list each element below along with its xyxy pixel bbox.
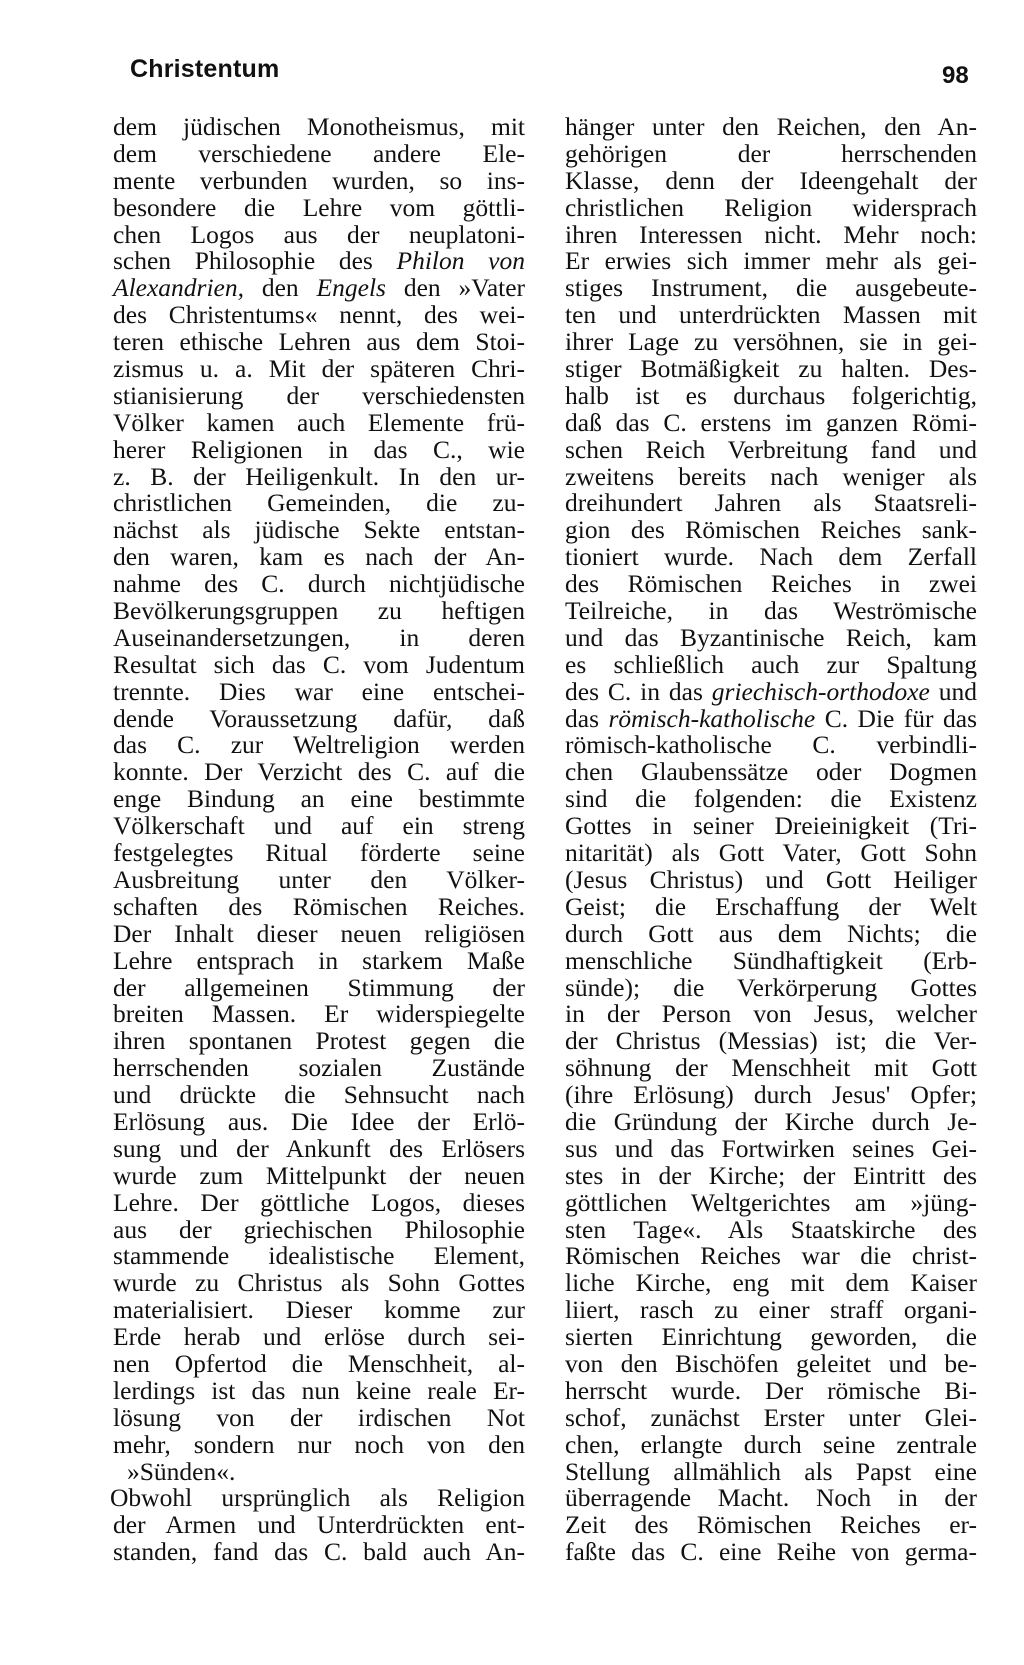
text-segment: den [261, 273, 299, 303]
text-line: Resultat sich das C. vom Judentum [113, 649, 525, 679]
text-line: und das Byzantinische Reich, kam [565, 622, 977, 652]
text-segment: C. Die für das [824, 703, 977, 733]
text-line: chen Glaubenssätze oder Dogmen [565, 757, 977, 787]
text-line: sind die folgenden: die Existenz [565, 784, 977, 814]
italic-term: griechisch-orthodoxe [711, 676, 930, 706]
text-line: z. B. der Heiligenkult. In den ur- [113, 461, 525, 491]
text-line: Teilreiche, in das Weströmische [565, 596, 977, 626]
text-line: Stellung allmählich als Papst eine [565, 1456, 977, 1486]
text-line: mehr, sondern nur noch von den [113, 1429, 525, 1459]
text-line: sus und das Fortwirken seines Gei- [565, 1133, 977, 1163]
text-line: des Römischen Reiches in zwei [565, 569, 977, 599]
text-line: der Christus (Messias) ist; die Ver- [565, 1026, 977, 1056]
text-line: das C. zur Weltreligion werden [113, 730, 525, 760]
text-line: den waren, kam es nach der An- [113, 542, 525, 572]
text-line: herer Religionen in das C., wie [113, 434, 525, 464]
text-line: Gottes in seiner Dreieinigkeit (Tri- [565, 811, 977, 841]
text-line: der Armen und Unterdrückten ent- [113, 1510, 525, 1540]
text-line: schen Reich Verbreitung fand und [565, 434, 977, 464]
text-line: festgelegtes Ritual förderte seine [113, 838, 525, 868]
text-line: überragende Macht. Noch in der [565, 1483, 977, 1513]
text-line: Erde herab und erlöse durch sei- [113, 1322, 525, 1352]
text-line: mente verbunden wurden, so ins- [113, 165, 525, 195]
text-segment: schen Philosophie des [113, 246, 373, 276]
text-segment: des C. in das [565, 676, 703, 706]
text-line: breiten Massen. Er widerspiegelte [113, 999, 525, 1029]
text-line: (Jesus Christus) und Gott Heiliger [565, 864, 977, 894]
text-line: nahme des C. durch nichtjüdische [113, 569, 525, 599]
text-line: ihrer Lage zu versöhnen, sie in gei- [565, 327, 977, 357]
text-line: sung und der Ankunft des Erlösers [113, 1133, 525, 1163]
text-line: Völker kamen auch Elemente frü- [113, 407, 525, 437]
text-line: konnte. Der Verzicht des C. auf die [113, 757, 525, 787]
text-line: durch Gott aus dem Nichts; die [565, 918, 977, 948]
text-line: liiert, rasch zu einer straff organi- [565, 1295, 977, 1325]
text-line: liche Kirche, eng mit dem Kaiser [565, 1268, 977, 1298]
text-line: dem verschiedene andere Ele- [113, 138, 525, 168]
text-line: Obwohl ursprünglich als Religion [110, 1483, 525, 1513]
text-line: nen Opfertod die Menschheit, al- [113, 1348, 525, 1378]
text-line: stiges Instrument, die ausgebeute- [565, 273, 977, 303]
text-line: stiger Botmäßigkeit zu halten. Des- [565, 354, 977, 384]
text-line: gion des Römischen Reiches sank- [565, 515, 977, 545]
italic-reference: Alexandrien, [113, 273, 244, 303]
text-line: sten Tage«. Als Staatskirche des [565, 1214, 977, 1244]
text-line: herrschenden sozialen Zustände [113, 1053, 525, 1083]
text-line: von den Bischöfen geleitet und be- [565, 1348, 977, 1378]
text-line: trennte. Dies war eine entschei- [113, 676, 525, 706]
text-line: hänger unter den Reichen, den An- [565, 112, 977, 141]
text-line: dende Voraussetzung dafür, daß [113, 703, 525, 733]
text-line: christlichen Religion widersprach [565, 192, 977, 222]
text-line: nitarität) als Gott Vater, Gott Sohn [565, 838, 977, 868]
italic-reference: Engels [316, 273, 386, 303]
text-line: halb ist es durchaus folgerichtig, [565, 380, 977, 410]
text-line: Geist; die Erschaffung der Welt [565, 891, 977, 921]
text-line: wurde zum Mittelpunkt der neuen [113, 1160, 525, 1190]
page-number: 98 [942, 62, 969, 89]
text-line: teren ethische Lehren aus dem Stoi- [113, 327, 525, 357]
text-line: aus der griechischen Philosophie [113, 1214, 525, 1244]
text-line: sünde); die Verkörperung Gottes [565, 972, 977, 1002]
text-line: Lehre. Der göttliche Logos, dieses [113, 1187, 525, 1217]
text-line: besondere die Lehre vom göttli- [113, 192, 525, 222]
text-line: göttlichen Weltgerichtes am »jüng- [565, 1187, 977, 1217]
text-line: schaften des Römischen Reiches. [113, 891, 525, 921]
text-line: gehörigen der herrschenden [565, 138, 977, 168]
text-line: des Christentums« nennt, des wei- [113, 300, 525, 330]
text-line: lerdings ist das nun keine reale Er- [113, 1375, 525, 1405]
text-line: Der Inhalt dieser neuen religiösen [113, 918, 525, 948]
text-line: römisch-katholische C. verbindli- [565, 730, 977, 760]
text-line: zweitens bereits nach weniger als [565, 461, 977, 491]
text-line: in der Person von Jesus, welcher [565, 999, 977, 1029]
text-line: lösung von der irdischen Not [113, 1402, 525, 1432]
text-line: chen, erlangte durch seine zentrale [565, 1429, 977, 1459]
right-text-column [565, 114, 977, 1566]
text-line: nächst als jüdische Sekte entstan- [113, 515, 525, 545]
text-line: stammende idealistische Element, [113, 1241, 525, 1271]
text-line: stianisierung der verschiedensten [113, 380, 525, 410]
text-line: dem jüdischen Monotheismus, mit [113, 112, 525, 141]
text-line: Lehre entsprach in starkem Maße [113, 945, 525, 975]
text-segment: das [565, 703, 599, 733]
text-segment: und [938, 676, 978, 706]
text-line [113, 275, 525, 302]
text-line: zismus u. a. Mit der späteren Chri- [113, 354, 525, 384]
text-line: dreihundert Jahren als Staatsreli- [565, 488, 977, 518]
text-line: chen Logos aus der neuplatoni- [113, 219, 525, 249]
text-line [113, 248, 525, 275]
text-line: standen, fand das C. bald auch An- [113, 1537, 525, 1567]
text-line: söhnung der Menschheit mit Gott [565, 1053, 977, 1083]
text-line: faßte das C. eine Reihe von germa- [565, 1537, 977, 1567]
left-text-column [110, 112, 526, 1567]
text-line: Klasse, denn der Ideengehalt der [565, 165, 977, 195]
text-line: Ausbreitung unter den Völker- [113, 864, 525, 894]
text-line: Zeit des Römischen Reiches er- [565, 1510, 977, 1540]
text-line: ten und unterdrückten Massen mit [565, 300, 977, 330]
text-line: stes in der Kirche; der Eintritt des [565, 1160, 977, 1190]
text-line [565, 676, 978, 706]
text-line: die Gründung der Kirche durch Je- [565, 1106, 977, 1136]
text-line: christlichen Gemeinden, die zu- [113, 488, 525, 518]
text-line: (ihre Erlösung) durch Jesus' Opfer; [565, 1080, 977, 1110]
text-line: Auseinandersetzungen, in deren [113, 622, 525, 652]
italic-term: römisch-katholische [608, 703, 816, 733]
running-header-keyword: Christentum [130, 55, 280, 83]
text-line: enge Bindung an eine bestimmte [113, 784, 525, 814]
italic-reference: Philon von [396, 246, 525, 276]
text-line: schof, zunächst Erster unter Glei- [565, 1402, 977, 1432]
text-line: tioniert wurde. Nach dem Zerfall [565, 542, 977, 572]
text-line: herrscht wurde. Der römische Bi- [565, 1375, 977, 1405]
text-line: wurde zu Christus als Sohn Gottes [113, 1268, 525, 1298]
text-line: der allgemeinen Stimmung der [113, 972, 525, 1002]
text-line: sierten Einrichtung geworden, die [565, 1322, 977, 1352]
text-line: Erlösung aus. Die Idee der Erlö- [113, 1106, 525, 1136]
text-line [565, 703, 977, 733]
text-line: materialisiert. Dieser komme zur [113, 1295, 525, 1325]
text-line: und drückte die Sehnsucht nach [113, 1080, 525, 1110]
text-line: ihren Interessen nicht. Mehr noch: [565, 219, 977, 249]
text-line: »Sünden«. [127, 1456, 236, 1486]
text-line: Er erwies sich immer mehr als gei- [565, 246, 977, 276]
text-line: Bevölkerungsgruppen zu heftigen [113, 596, 525, 626]
text-line: menschliche Sündhaftigkeit (Erb- [565, 945, 977, 975]
text-segment: den »Vater [403, 273, 526, 303]
text-line: Völkerschaft und auf ein streng [113, 811, 525, 841]
text-line: daß das C. erstens im ganzen Römi- [565, 407, 977, 437]
text-line: es schließlich auch zur Spaltung [565, 649, 977, 679]
text-line: Römischen Reiches war die christ- [565, 1241, 977, 1271]
text-line: ihren spontanen Protest gegen die [113, 1026, 525, 1056]
